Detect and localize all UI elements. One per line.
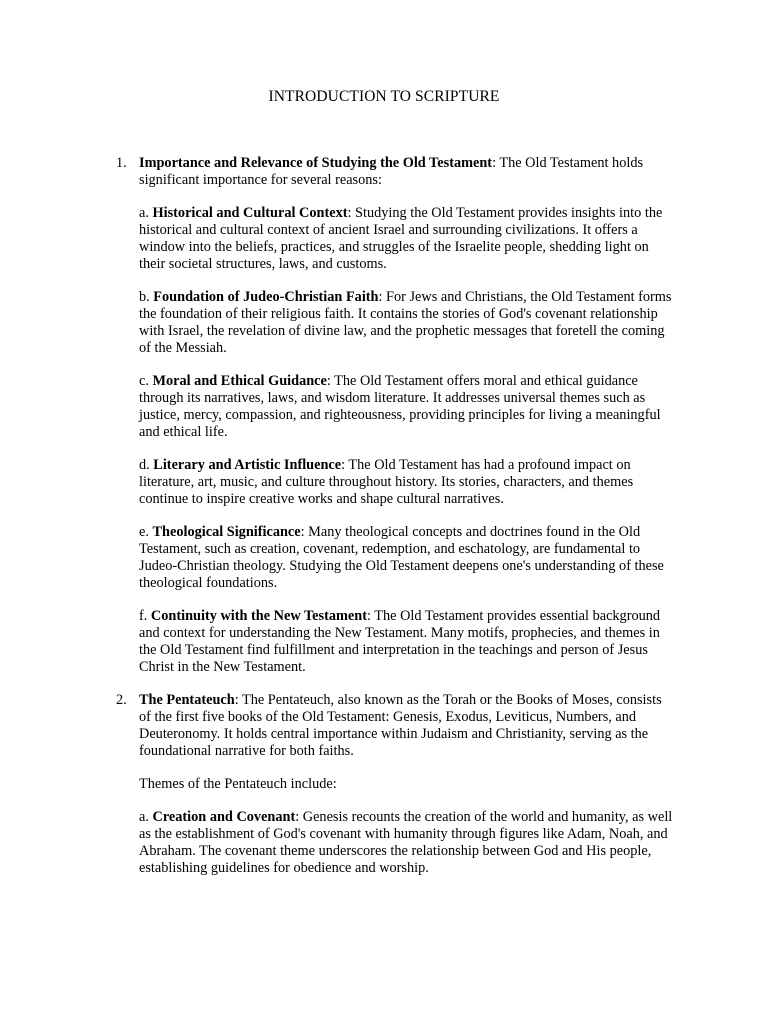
subitem-a bbox=[139, 205, 675, 273]
subitem-heading: Moral and Ethical Guidance bbox=[152, 373, 327, 389]
subitem-prefix: f. bbox=[139, 608, 151, 624]
subitem-prefix: b. bbox=[139, 289, 154, 305]
list-item-1 bbox=[0, 155, 675, 676]
numbered-list bbox=[0, 155, 768, 877]
list-number: 2. bbox=[116, 692, 127, 708]
section-heading: The Pentateuch bbox=[139, 692, 235, 708]
subitem-prefix: c. bbox=[139, 373, 153, 389]
section-intro bbox=[139, 692, 675, 760]
subitem-text: : For Jews and Christians, the Old Testament forms the foundation of their religious faith. It contains the stories of God's covenant relationship with Israel, the revelation of divine law, and the prophetic messages that foretell the coming of the Messiah. bbox=[139, 289, 672, 356]
section-intro-text: : The Old Testament holds significant importance for several reasons: bbox=[139, 155, 644, 188]
section-subintro: Themes of the Pentateuch include: bbox=[139, 776, 337, 792]
subitem-b bbox=[139, 289, 675, 357]
subitem-c bbox=[139, 373, 675, 441]
subitem-text: : Studying the Old Testament provides insights into the historical and cultural context of ancient Israel and surrounding civilizations. It offers a window into the beliefs, practices, and struggles of the Israelite people, shedding light on their societal structures, laws, and customs. bbox=[139, 205, 663, 272]
subitem-heading: Creation and Covenant bbox=[152, 809, 296, 825]
subitem-prefix: d. bbox=[139, 457, 154, 473]
subitem-text: : Genesis recounts the creation of the world and humanity, as well as the establishment of God's covenant with humanity through figures like Adam, Noah, and Abraham. The covenant theme underscores the relationship between God and His people, establishing guidelines for obedience and worship. bbox=[139, 809, 673, 876]
subitem-text: : The Old Testament offers moral and ethical guidance through its narratives, laws, and wisdom literature. It addresses universal themes such as justice, mercy, compassion, and righteousness, providing principles for living a meaningful and ethical life. bbox=[139, 373, 661, 440]
subitem-e bbox=[139, 524, 675, 592]
subitem-heading: Continuity with the New Testament bbox=[150, 608, 367, 624]
subitem-text: : The Old Testament provides essential background and context for understanding the New Testament. Many motifs, prophecies, and themes in the Old Testament find fulfillment and interpretation in the teachings and person of Jesus Christ in the New Testament. bbox=[139, 608, 661, 675]
subitem-heading: Foundation of Judeo-Christian Faith bbox=[153, 289, 379, 305]
subitem-heading: Literary and Artistic Influence bbox=[153, 457, 342, 473]
subitem-prefix: a. bbox=[139, 809, 153, 825]
list-number: 1. bbox=[116, 155, 127, 171]
subitem-text: : The Old Testament has had a profound impact on literature, art, music, and culture throughout history. Its stories, characters, and themes continue to inspire creative works and shape cultural narratives. bbox=[139, 457, 634, 507]
document-title: INTRODUCTION TO SCRIPTURE bbox=[268, 88, 500, 105]
subitem-d bbox=[139, 457, 675, 508]
list-item-2 bbox=[0, 692, 675, 877]
section-intro-text: : The Pentateuch, also known as the Torah or the Books of Moses, consists of the first five books of the Old Testament: Genesis, Exodus, Leviticus, Numbers, and Deuteronomy. It holds central importance within Judaism and Christianity, serving as the foundational narrative for both faiths. bbox=[139, 692, 662, 759]
subitem-heading: Theological Significance bbox=[152, 524, 301, 540]
section-heading: Importance and Relevance of Studying the Old Testament bbox=[139, 155, 493, 171]
subitem-prefix: a. bbox=[139, 205, 153, 221]
section-intro bbox=[139, 155, 675, 189]
subitem-heading: Historical and Cultural Context bbox=[152, 205, 348, 221]
subitem-a bbox=[139, 809, 675, 877]
subitem-prefix: e. bbox=[139, 524, 153, 540]
subitem-f bbox=[139, 608, 675, 676]
subitem-text: : Many theological concepts and doctrines found in the Old Testament, such as creation, covenant, redemption, and eschatology, are fundamental to Judeo-Christian theology. Studying the Old Testament deepens one's understanding of these theological foundations. bbox=[139, 524, 664, 591]
